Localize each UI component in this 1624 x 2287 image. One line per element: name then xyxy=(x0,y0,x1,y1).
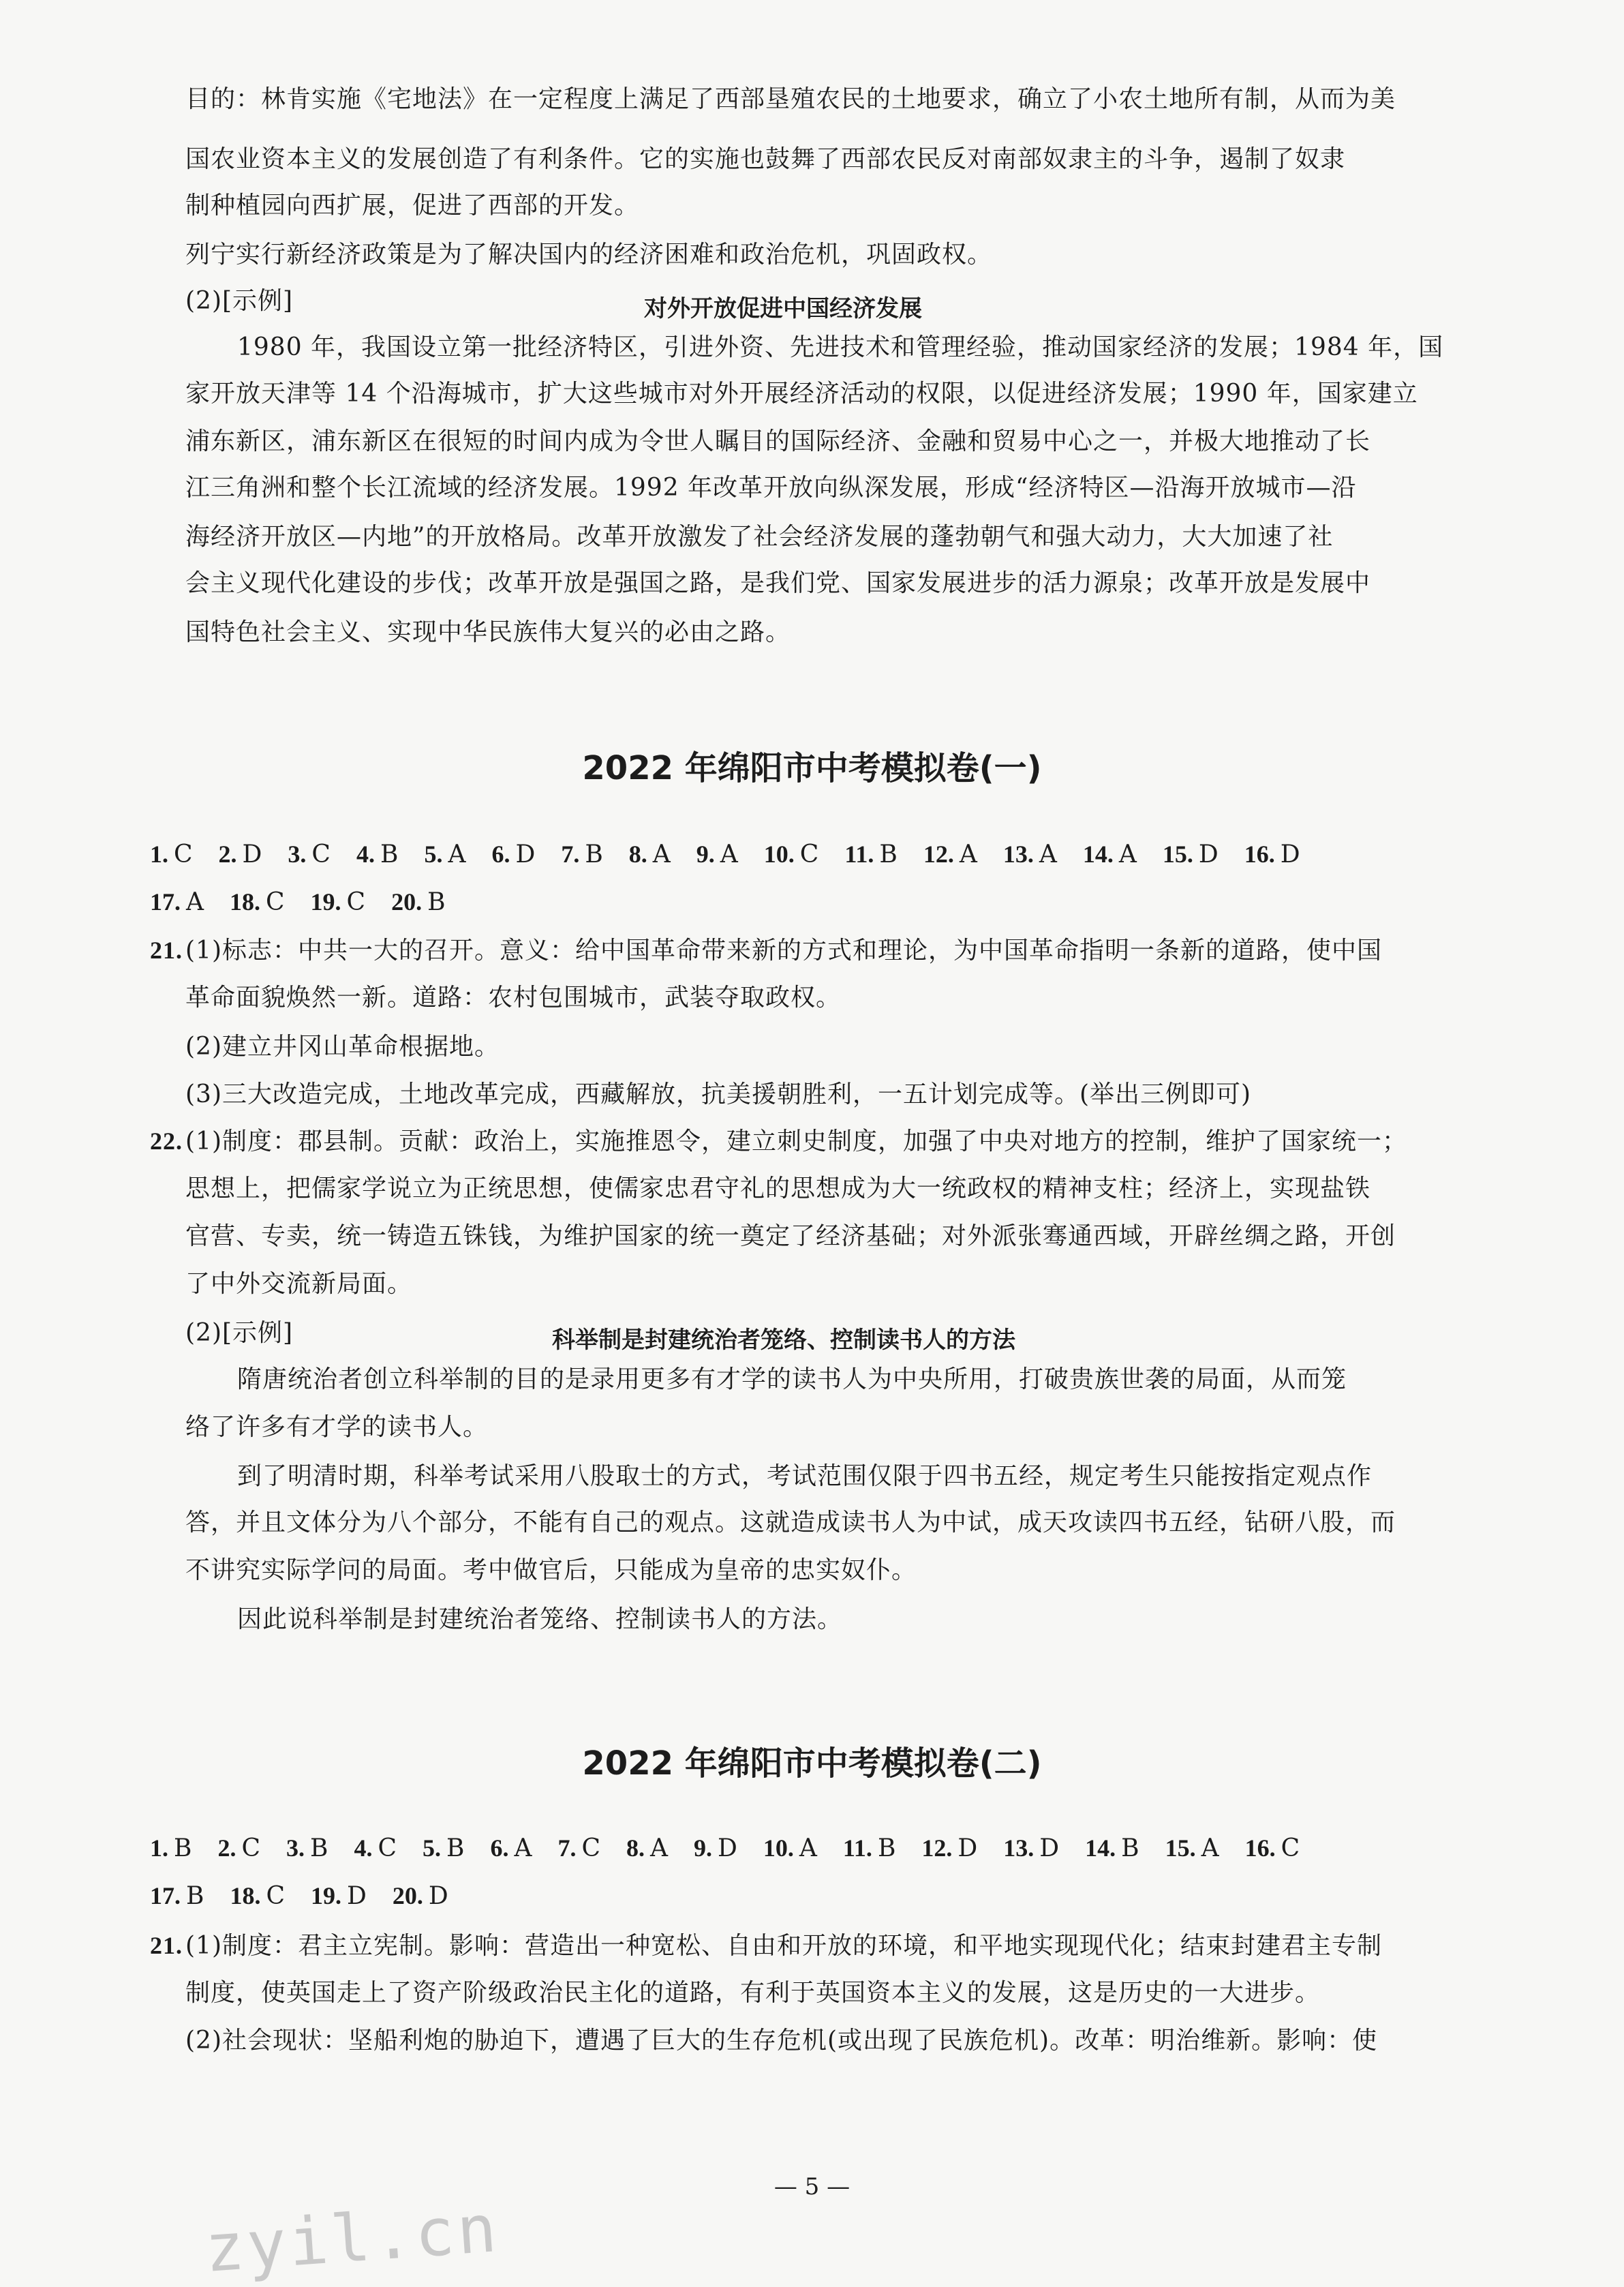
mc-answer xyxy=(1163,840,1219,868)
mc-letter: C xyxy=(1281,1834,1300,1862)
text-line: 浦东新区，浦东新区在很短的时间内成为令世人瞩目的国际经济、金融和贸易中心之一，并极大地推动了长 xyxy=(185,427,1371,455)
mc-answers-row xyxy=(150,1834,1300,1862)
text-line: 官营、专卖，统一铸造五铢钱，为维护国家的统一奠定了经济基础；对外派张骞通西域，开辟丝绸之路，开创 xyxy=(185,1222,1396,1250)
mc-answer xyxy=(423,1834,464,1862)
mc-number: 16. xyxy=(1244,1834,1276,1862)
mc-letter: C xyxy=(346,888,366,916)
text-line: 到了明清时期，科举考试采用八股取士的方式，考试范围仅限于四书五经，规定考生只能按指定观点作 xyxy=(237,1462,1373,1490)
text-line: (3)三大改造完成，土地改革完成，西藏解放，抗美援朝胜利，一五计划完成等。(举出三例即可) xyxy=(185,1080,1252,1108)
mc-number: 9. xyxy=(694,1834,713,1862)
mc-letter: B xyxy=(310,1834,328,1862)
mc-answer xyxy=(354,1834,397,1862)
mc-letter: D xyxy=(1280,840,1300,868)
mc-letter: B xyxy=(879,840,898,868)
mc-answer xyxy=(150,840,193,868)
text-line: 思想上，把儒家学说立为正统思想，使儒家忠君守礼的思想成为大一统政权的精神支柱；经济上，实现盐铁 xyxy=(185,1175,1371,1202)
mc-number: 17. xyxy=(150,888,181,915)
mc-answer xyxy=(1085,1834,1139,1862)
mc-number: 6. xyxy=(490,1834,509,1862)
question-number: 21. xyxy=(150,1932,183,1959)
mc-number: 4. xyxy=(356,840,375,868)
page-number: — 5 — xyxy=(773,2173,851,2200)
mc-letter: D xyxy=(957,1834,978,1862)
mc-answer xyxy=(1245,1834,1300,1862)
mc-letter: B xyxy=(427,888,446,916)
mc-letter: A xyxy=(1201,1834,1219,1862)
mc-number: 19. xyxy=(310,888,341,915)
text-line: 会主义现代化建设的步伐；改革开放是强国之路，是我们党、国家发展进步的活力源泉；改革开放是发展中 xyxy=(185,569,1371,597)
mc-answer xyxy=(217,1834,260,1862)
text-line: 1980 年，我国设立第一批经济特区，引进外资、先进技术和管理经验，推动国家经济的发展；1984 年，国 xyxy=(237,333,1444,361)
essay-title: 对外开放促进中国经济发展 xyxy=(644,295,922,322)
mc-number: 9. xyxy=(696,840,715,868)
mc-answer xyxy=(150,888,204,916)
text-line: (2)社会现状：坚船利炮的胁迫下，遭遇了巨大的生存危机(或出现了民族危机)。改革：明治维新。影响：使 xyxy=(185,2027,1378,2055)
text-line: 海经济开放区—内地”的开放格局。改革开放激发了社会经济发展的蓬勃朝气和强大动力，大大加速了社 xyxy=(185,523,1334,551)
mc-number: 13. xyxy=(1002,840,1034,868)
mc-number: 2. xyxy=(218,840,237,868)
mc-letter: D xyxy=(718,1834,737,1862)
mc-answer xyxy=(696,840,738,868)
mc-answer xyxy=(393,1881,448,1910)
mc-number: 7. xyxy=(557,1834,577,1862)
section-title: 2022 年绵阳市中考模拟卷(二) xyxy=(582,1744,1042,1783)
text-line: 国农业资本主义的发展创造了有利条件。它的实施也鼓舞了西部农民反对南部奴隶主的斗争，遏制了奴隶 xyxy=(185,145,1346,173)
mc-letter: B xyxy=(877,1834,896,1862)
mc-letter: A xyxy=(799,1834,817,1862)
text-line: 家开放天津等 14 个沿海城市，扩大这些城市对外开展经济活动的权限，以促进经济发展；1990 年，国家建立 xyxy=(185,380,1418,408)
mc-answer xyxy=(626,1834,668,1862)
mc-letter: C xyxy=(266,1882,286,1910)
mc-letter: D xyxy=(1039,1834,1060,1862)
answer-text: (1)制度：郡县制。贡献：政治上，实施推恩令，建立刺史制度，加强了中央对地方的控制，维护了国家统一； xyxy=(185,1127,1407,1155)
mc-letter: C xyxy=(311,840,331,868)
text-line: 络了许多有才学的读书人。 xyxy=(185,1413,489,1441)
example-label: (2)[示例] xyxy=(185,287,294,315)
section-title: 2022 年绵阳市中考模拟卷(一) xyxy=(582,749,1042,787)
mc-answer xyxy=(923,840,977,868)
mc-number: 20. xyxy=(392,1882,423,1909)
mc-letter: A xyxy=(650,1834,669,1862)
mc-number: 12. xyxy=(923,840,954,868)
mc-answer xyxy=(424,840,465,868)
mc-letter: A xyxy=(186,888,204,916)
text-line: 列宁实行新经济政策是为了解决国内的经济困难和政治危机，巩固政权。 xyxy=(185,241,993,269)
text-line: 隋唐统治者创立科举制的目的是录用更多有才学的读书人为中央所用，打破贵族世袭的局面，从而笼 xyxy=(237,1365,1347,1393)
mc-number: 8. xyxy=(628,840,647,868)
mc-answer xyxy=(1165,1834,1219,1862)
text-line: 江三角洲和整个长江流域的经济发展。1992 年改革开放向纵深发展，形成“经济特区—沿海开放城市—沿 xyxy=(185,474,1357,502)
mc-answer xyxy=(491,1834,532,1862)
mc-answer xyxy=(491,840,535,868)
mc-answer xyxy=(311,1881,367,1910)
mc-letter: D xyxy=(515,840,536,868)
mc-letter: A xyxy=(1039,840,1057,868)
mc-letter: C xyxy=(799,840,819,868)
text-line: 目的：林肯实施《宅地法》在一定程度上满足了西部垦殖农民的土地要求，确立了小农土地所有制，从而为美 xyxy=(185,85,1396,113)
mc-number: 10. xyxy=(763,840,795,868)
mc-letter: C xyxy=(241,1834,261,1862)
mc-answer xyxy=(288,840,331,868)
mc-answer xyxy=(561,840,602,868)
mc-answer xyxy=(558,1834,601,1862)
mc-answer xyxy=(150,1881,204,1910)
mc-number: 14. xyxy=(1082,840,1114,868)
mc-number: 5. xyxy=(424,840,443,868)
text-line: 制度，使英国走上了资产阶级政治民主化的道路，有利于英国资本主义的发展，这是历史的一大进步。 xyxy=(185,1979,1321,2007)
mc-number: 10. xyxy=(763,1834,794,1862)
mc-answer xyxy=(311,888,366,916)
mc-answer xyxy=(763,1834,817,1862)
text-line: 了中外交流新局面。 xyxy=(185,1270,413,1298)
mc-letter: D xyxy=(1198,840,1219,868)
mc-answer xyxy=(921,1834,977,1862)
mc-answer xyxy=(230,1881,285,1910)
watermark: zyil.cn xyxy=(202,2190,502,2287)
mc-letter: B xyxy=(585,840,603,868)
mc-number: 8. xyxy=(626,1834,645,1862)
mc-answer xyxy=(764,840,819,868)
mc-number: 1. xyxy=(150,840,168,868)
mc-answer xyxy=(843,1834,895,1862)
mc-answer xyxy=(694,1834,737,1862)
mc-letter: A xyxy=(448,840,466,868)
mc-number: 12. xyxy=(921,1834,953,1862)
question-number: 22. xyxy=(150,1127,183,1155)
mc-number: 18. xyxy=(230,888,260,915)
example-label: (2)[示例] xyxy=(185,1319,294,1347)
mc-letter: B xyxy=(186,1882,204,1910)
mc-answer xyxy=(1083,840,1137,868)
mc-number: 3. xyxy=(286,1834,305,1862)
text-line: 制种植园向西扩展，促进了西部的开发。 xyxy=(185,192,640,219)
mc-letter: A xyxy=(514,1834,532,1862)
mc-letter: B xyxy=(1121,1834,1139,1862)
mc-number: 11. xyxy=(842,1834,872,1862)
mc-answer xyxy=(219,840,262,868)
mc-letter: C xyxy=(266,888,285,916)
mc-letter: C xyxy=(174,840,193,868)
text-line: 国特色社会主义、实现中华民族伟大复兴的必由之路。 xyxy=(185,618,791,646)
mc-number: 18. xyxy=(230,1882,261,1909)
mc-answer xyxy=(1003,1834,1059,1862)
mc-answers-row xyxy=(150,888,446,916)
answer-text: (1)制度：君主立宪制。影响：营造出一种宽松、自由和开放的环境，和平地实现现代化；结束封建君主专制 xyxy=(185,1932,1382,1960)
mc-number: 5. xyxy=(423,1834,442,1862)
text-line: 革命面貌焕然一新。道路：农村包围城市，武装夺取政权。 xyxy=(185,984,842,1012)
mc-answer xyxy=(150,1834,191,1862)
answer-text: (1)标志：中共一大的召开。意义：给中国革命带来新的方式和理论，为中国革命指明一条新的道路，使中国 xyxy=(185,937,1382,965)
mc-letter: B xyxy=(174,1834,192,1862)
mc-number: 20. xyxy=(391,888,423,915)
mc-letter: C xyxy=(378,1834,397,1862)
mc-number: 11. xyxy=(844,840,874,868)
mc-answer xyxy=(391,888,445,916)
mc-number: 13. xyxy=(1003,1834,1035,1862)
mc-letter: A xyxy=(720,840,738,868)
mc-number: 16. xyxy=(1244,840,1275,868)
mc-number: 15. xyxy=(1165,1834,1196,1862)
mc-letter: A xyxy=(652,840,671,868)
mc-answer xyxy=(844,840,897,868)
text-line: 因此说科举制是封建统治者笼络、控制读书人的方法。 xyxy=(237,1605,843,1633)
mc-answer xyxy=(356,840,398,868)
mc-letter: A xyxy=(959,840,977,868)
mc-number: 7. xyxy=(561,840,580,868)
mc-number: 2. xyxy=(217,1834,236,1862)
mc-number: 4. xyxy=(354,1834,373,1862)
mc-answers-row xyxy=(150,840,1300,868)
mc-number: 14. xyxy=(1085,1834,1116,1862)
mc-number: 15. xyxy=(1162,840,1193,868)
mc-letter: D xyxy=(242,840,262,868)
mc-letter: D xyxy=(428,1882,448,1910)
mc-number: 6. xyxy=(491,840,510,868)
mc-answers-row xyxy=(150,1881,448,1910)
mc-number: 17. xyxy=(150,1882,181,1909)
mc-letter: A xyxy=(1118,840,1137,868)
text-line: 答，并且文体分为八个部分，不能有自己的观点。这就造成读书人为中试，成天攻读四书五经，钻研八股，而 xyxy=(185,1509,1396,1536)
mc-answer xyxy=(629,840,671,868)
mc-letter: B xyxy=(380,840,399,868)
essay-title: 科举制是封建统治者笼络、控制读书人的方法 xyxy=(552,1327,1015,1354)
mc-answer xyxy=(230,888,285,916)
mc-letter: C xyxy=(581,1834,601,1862)
mc-number: 3. xyxy=(288,840,307,868)
text-line: 不讲究实际学问的局面。考中做官后，只能成为皇帝的忠实奴仆。 xyxy=(185,1556,917,1584)
mc-letter: D xyxy=(347,1882,367,1910)
mc-number: 1. xyxy=(150,1834,168,1862)
question-number: 21. xyxy=(150,937,183,964)
text-line: (2)建立井冈山革命根据地。 xyxy=(185,1033,500,1061)
mc-number: 19. xyxy=(311,1882,342,1909)
mc-answer xyxy=(286,1834,328,1862)
mc-letter: B xyxy=(446,1834,465,1862)
mc-answer xyxy=(1003,840,1057,868)
mc-answer xyxy=(1244,840,1300,868)
